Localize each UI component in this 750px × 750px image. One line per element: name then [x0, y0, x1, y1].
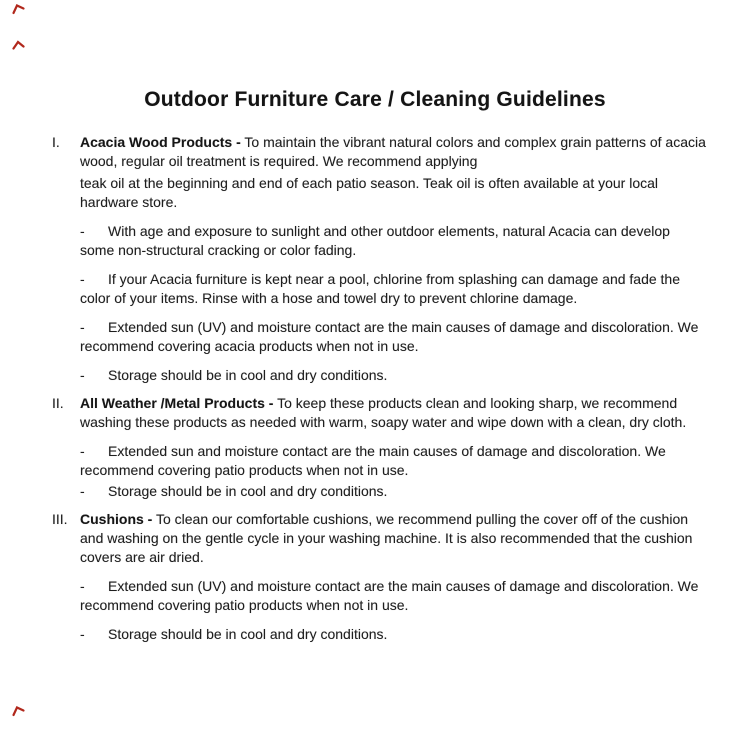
bullet-dash: -: [80, 443, 85, 459]
section-lead-paragraph: [80, 394, 706, 432]
section-all-weather-metal-products: [52, 394, 750, 501]
bullet-text: With age and exposure to sunlight and other outdoor elements, natural Acacia can develop some non-structural cracking or color fading.: [80, 223, 670, 258]
section-heading: Acacia Wood Products -: [80, 134, 241, 150]
section-content: [80, 510, 706, 644]
bullet-dash: -: [80, 319, 85, 335]
bullet-dash: -: [80, 271, 85, 287]
bullet-dash: -: [80, 367, 85, 383]
section-lead-paragraph: [80, 133, 706, 171]
red-pen-mark-icon: [12, 4, 25, 15]
section-heading: Cushions -: [80, 511, 153, 527]
section-heading: All Weather /Metal Products -: [80, 395, 274, 411]
section-cushions: [52, 510, 750, 644]
bullet-text: Storage should be in cool and dry conditions.: [108, 483, 388, 499]
bullet-item: [80, 270, 706, 308]
bullet-text: If your Acacia furniture is kept near a pool, chlorine from splashing can damage and fade the color of your items. Rinse with a hose and towel dry to prevent chlorine damage.: [80, 271, 681, 306]
list-numeral: I.: [52, 134, 60, 150]
section-intro-text: To keep these products clean and looking sharp, we recommend washing these products as needed with warm, soapy water and wipe down with a clean, dry cloth.: [80, 395, 687, 430]
red-pen-mark-icon: [12, 706, 25, 717]
bullet-item: [80, 318, 706, 356]
bullet-item: [80, 625, 706, 644]
red-pen-mark-icon: [12, 40, 25, 51]
bullet-text: Extended sun (UV) and moisture contact are the main causes of damage and discoloration. We recommend covering acacia products when not in use.: [80, 319, 699, 354]
bullet-dash: -: [80, 223, 85, 239]
section-lead-paragraph: [80, 510, 706, 567]
section-intro-text: To clean our comfortable cushions, we recommend pulling the cover off of the cushion and washing on the gentle cycle in your washing machine. It is also recommended that the cushion covers are air dried.: [80, 511, 693, 565]
section-intro-continued: teak oil at the beginning and end of each patio season. Teak oil is often available at your local hardware store.: [80, 175, 659, 210]
bullet-text: Storage should be in cool and dry conditions.: [108, 626, 388, 642]
bullet-item: [80, 222, 706, 260]
bullet-item: [80, 366, 706, 385]
section-content: [80, 133, 706, 385]
section-content: [80, 394, 706, 501]
section-intro-text: To maintain the vibrant natural colors and complex grain patterns of acacia wood, regular oil treatment is required. We recommend applying: [80, 134, 706, 169]
bullet-dash: -: [80, 626, 85, 642]
bullet-item: [80, 482, 706, 501]
bullet-item: [80, 577, 706, 615]
section-acacia-wood-products: [52, 133, 750, 385]
document-title: Outdoor Furniture Care / Cleaning Guidelines: [144, 88, 606, 111]
list-numeral: II.: [52, 395, 64, 411]
bullet-dash: -: [80, 483, 85, 499]
bullet-dash: -: [80, 578, 85, 594]
bullet-text: Extended sun (UV) and moisture contact are the main causes of damage and discoloration. We recommend covering patio products when not in use.: [80, 578, 699, 613]
bullet-item: [80, 442, 706, 480]
list-numeral: III.: [52, 511, 68, 527]
bullet-text: Extended sun and moisture contact are the main causes of damage and discoloration. We recommend covering patio products when not in use.: [80, 443, 666, 478]
bullet-text: Storage should be in cool and dry conditions.: [108, 367, 388, 383]
